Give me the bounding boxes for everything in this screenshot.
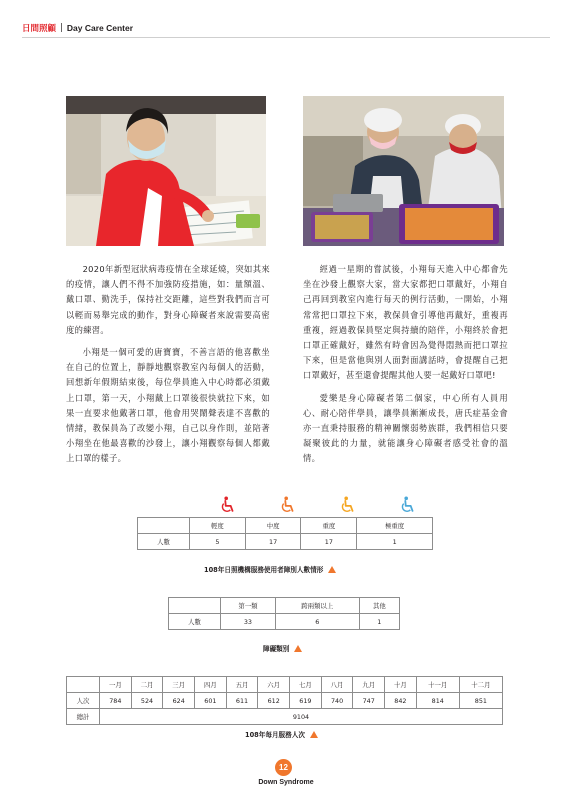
- table-cell: 611: [226, 693, 258, 709]
- paragraph: 經過一星期的嘗試後，小翔每天進入中心都會先坐在沙發上觀察大家，當大家都把口罩戴好，小翔自己再回到教室內進行每天的例行活動，一開始，小翔常常把口罩拉下來，教保員會引導他再戴好，重複再重複，經過教保員堅定與持續的陪伴，小翔終於會把口罩正確戴好，雖然有時會因為覺得悶熱而把口罩拉下來，但是當他與別人面對面講話時，會提醒自己把口罩戴好，甚至還會提醒其他人要一起戴好口罩吧!: [303, 264, 508, 381]
- table-header-cell: 十月: [385, 677, 417, 693]
- section-name: 日間照顧: [22, 24, 57, 34]
- footer-label: Down Syndrome: [258, 779, 314, 786]
- table1-caption: [204, 564, 336, 574]
- table-header-cell: [138, 518, 190, 534]
- table-cell: 619: [290, 693, 322, 709]
- header-rule: [22, 37, 550, 38]
- table-header-cell: 五月: [226, 677, 258, 693]
- table-cell: 814: [416, 693, 459, 709]
- table-header-cell: 重度: [301, 518, 357, 534]
- table-header-cell: 極重度: [357, 518, 433, 534]
- wheelchair-icon-severe: [339, 496, 357, 514]
- triangle-icon: [328, 566, 336, 573]
- wheelchair-icon-mild: [219, 496, 237, 514]
- table-cell: 6: [275, 614, 359, 630]
- table-cell: 747: [353, 693, 385, 709]
- table-header-cell: 十二月: [459, 677, 502, 693]
- table-row: [138, 534, 433, 550]
- row-label: 人數: [138, 534, 190, 550]
- table-header-cell: 七月: [290, 677, 322, 693]
- row-label: 人數: [169, 614, 221, 630]
- triangle-icon: [310, 731, 318, 738]
- table-header-cell: 一月: [100, 677, 132, 693]
- table-cell: 17: [301, 534, 357, 550]
- row-label: 總計: [67, 709, 100, 725]
- article-right-column: [303, 262, 508, 474]
- table-cell: 1: [357, 534, 433, 550]
- table-cell: 740: [321, 693, 353, 709]
- disability-severity-table: [137, 517, 433, 550]
- table-total-row: [67, 709, 503, 725]
- table-cell: 851: [459, 693, 502, 709]
- table-header-cell: 二月: [131, 677, 163, 693]
- table-header-cell: 第一類: [221, 598, 276, 614]
- table-header-cell: 九月: [353, 677, 385, 693]
- header-separator: |: [60, 23, 63, 33]
- table-header-cell: 其他: [359, 598, 399, 614]
- section-title: Day Care Center: [66, 23, 134, 33]
- caption-text: 108年每月服務人次: [245, 731, 305, 739]
- page-number: 12: [275, 759, 292, 776]
- paragraph: 2020年新型冠狀病毒疫情在全球延燒，突如其來的疫情，讓人們不得不加強防疫措施，如：量額溫、戴口罩、勤洗手，保持社交距離，這些對我們而言可以輕而易舉完成的動作，對身心障礙者來說需要高密度的練習。: [66, 264, 270, 335]
- table-header-cell: 八月: [321, 677, 353, 693]
- table-cell: 842: [385, 693, 417, 709]
- table-header-row: [138, 518, 433, 534]
- disability-category-table: [168, 597, 400, 630]
- table2-caption: [263, 643, 302, 653]
- triangle-icon: [294, 645, 302, 652]
- photo-student-writing: [66, 96, 266, 246]
- table-cell: 601: [195, 693, 227, 709]
- table-row: [67, 693, 503, 709]
- table-cell: 1: [359, 614, 399, 630]
- table-cell: 33: [221, 614, 276, 630]
- table-header-cell: 十一月: [416, 677, 459, 693]
- running-header: [22, 22, 133, 34]
- table3-caption: [245, 729, 318, 739]
- table-header-row: [67, 677, 503, 693]
- table-header-cell: 六月: [258, 677, 290, 693]
- paragraph: 愛樂是身心障礙者第二個家，中心所有人員用心、耐心陪伴學員，讓學員漸漸成長，唐氏症基金會亦一直秉持服務的精神關懷弱勢族群，我們相信只要凝聚彼此的力量，就能讓身心障礙者感受社會的溫情。: [303, 392, 508, 464]
- table-cell: 5: [190, 534, 246, 550]
- table-header-cell: [67, 677, 100, 693]
- table-header-cell: 三月: [163, 677, 195, 693]
- wheelchair-icon-profound: [399, 496, 417, 514]
- paragraph: 小翔是一個可愛的唐寶寶，不善言語的他喜歡坐在自己的位置上，靜靜地觀察教室內每個人的活動，回想新年假期結束後，每位學員進入中心時都必須戴上口罩，第一天，小翔戴上口罩後很快就拉下來，如果一直要求他戴著口罩，他會用哭鬧聲表達不喜歡的情緒，教保員為了改變小翔，自己以身作則，並陪著小翔坐在他最喜歡的沙發上，讓小翔觀察每個人都戴上口罩的樣子。: [66, 347, 270, 464]
- table-header-cell: [169, 598, 221, 614]
- table-cell: 524: [131, 693, 163, 709]
- table-header-cell: 跨兩類以上: [275, 598, 359, 614]
- wheelchair-icon-moderate: [279, 496, 297, 514]
- table-header-cell: 中度: [245, 518, 301, 534]
- table-cell: 17: [245, 534, 301, 550]
- photo-kitchen-activity: [303, 96, 504, 246]
- monthly-service-table: [66, 676, 503, 725]
- table-total-cell: 9104: [100, 709, 503, 725]
- table-cell: 612: [258, 693, 290, 709]
- table-header-cell: 輕度: [190, 518, 246, 534]
- table-header-cell: 四月: [195, 677, 227, 693]
- table-cell: 784: [100, 693, 132, 709]
- row-label: 人次: [67, 693, 100, 709]
- caption-text: 障礙類別: [263, 645, 290, 653]
- table-row: [169, 614, 400, 630]
- table-cell: 624: [163, 693, 195, 709]
- caption-text: 108年日照機構服務使用者障別人數情形: [204, 566, 324, 574]
- table-header-row: [169, 598, 400, 614]
- article-left-column: [66, 262, 270, 474]
